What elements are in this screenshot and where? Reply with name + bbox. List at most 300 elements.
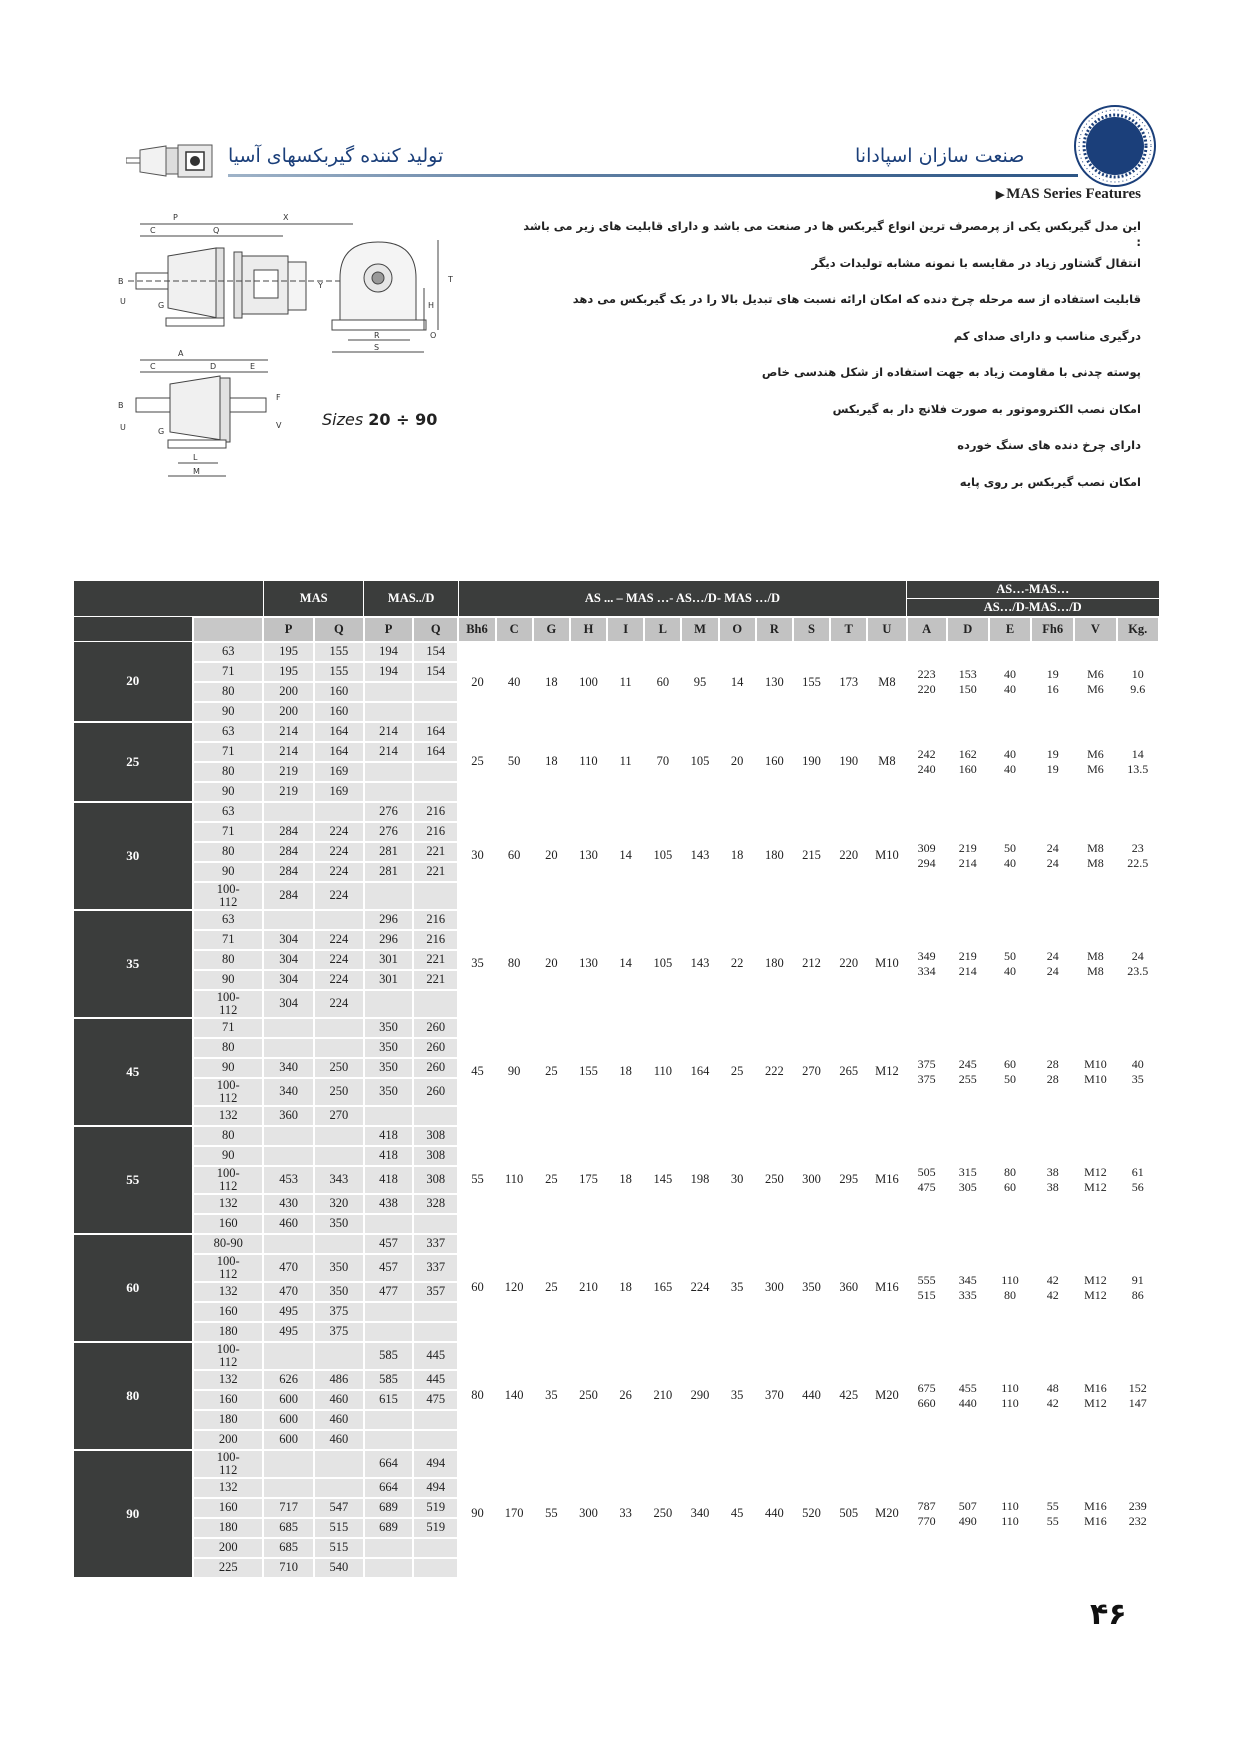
as-u: M16 [867, 1234, 906, 1342]
cell-masd-p [364, 1302, 413, 1322]
value-as-d-mas-d: 13.5 [1127, 761, 1149, 776]
dim-d [947, 1126, 989, 1234]
col-header-g: G [533, 617, 570, 642]
cell-masd-p: 585 [364, 1370, 413, 1390]
motor-frame: 63 [193, 802, 263, 822]
as-g: 55 [533, 1450, 570, 1578]
cell-mas-q: 224 [314, 970, 364, 990]
value-as-d-mas-d: M8 [1087, 855, 1104, 870]
value-as-mas: 42 [1046, 1272, 1059, 1287]
cell-masd-q: 260 [413, 1058, 458, 1078]
value-as-mas: M8 [1087, 840, 1104, 855]
value-as-d-mas-d: M6 [1087, 761, 1104, 776]
value-as-mas: 245 [958, 1056, 977, 1071]
cell-mas-q [314, 1018, 364, 1038]
cell-masd-p: 350 [364, 1038, 413, 1058]
motor-frame: 80 [193, 682, 263, 702]
value-as-d-mas-d: 475 [917, 1179, 936, 1194]
cell-mas-q: 224 [314, 950, 364, 970]
as-m: 340 [681, 1450, 718, 1578]
cell-masd-p [364, 782, 413, 802]
as-t: 265 [830, 1018, 867, 1126]
cell-mas-q: 164 [314, 722, 364, 742]
cell-masd-p: 301 [364, 950, 413, 970]
as-g: 18 [533, 722, 570, 802]
value-as-mas: 153 [958, 667, 977, 681]
dim-fh6 [1031, 1234, 1074, 1342]
dim-a [907, 802, 947, 910]
as-i: 18 [607, 1126, 644, 1234]
as-l: 165 [644, 1234, 681, 1342]
dim-d [947, 1450, 989, 1578]
col-header-s: S [793, 617, 830, 642]
value-as-mas: 91 [1131, 1272, 1144, 1287]
size-value: 25 [74, 722, 194, 802]
value-as-mas: 60 [1003, 1056, 1016, 1071]
as-r: 370 [756, 1342, 793, 1450]
motor-frame: 200 [193, 1538, 263, 1558]
feature-item: پوسته چدنی با مقاومت زیاد به جهت استفاده از شکل هندسی خاص [761, 365, 1141, 379]
dim-v [1074, 1126, 1116, 1234]
svg-text:A: A [178, 349, 184, 358]
col-header-m: M [681, 617, 718, 642]
feature-item: درگیری مناسب و دارای صدای کم [953, 328, 1141, 343]
col-header-q: Q [314, 617, 364, 642]
as-m: 290 [681, 1342, 718, 1450]
cell-masd-p: 276 [364, 802, 413, 822]
col-header-a: A [907, 617, 947, 642]
motor-frame: 80 [193, 950, 263, 970]
as-l: 210 [644, 1342, 681, 1450]
cell-mas-p: 284 [263, 842, 313, 862]
cell-mas-q: 350 [314, 1282, 364, 1302]
cell-mas-p: 304 [263, 930, 313, 950]
as-l: 110 [644, 1018, 681, 1126]
value-as-d-mas-d: M16 [1084, 1513, 1107, 1528]
cell-mas-q [314, 1146, 364, 1166]
cell-mas-p: 219 [263, 762, 313, 782]
cell-mas-q [314, 910, 364, 930]
cell-masd-q: 308 [413, 1146, 458, 1166]
as-r: 180 [756, 910, 793, 1018]
cell-mas-q: 350 [314, 1254, 364, 1282]
value-as-mas: 50 [1003, 948, 1016, 963]
motor-frame: 90 [193, 970, 263, 990]
dim-fh6 [1031, 802, 1074, 910]
value-as-mas: M12 [1084, 1164, 1107, 1179]
value-as-d-mas-d: 40 [1003, 963, 1016, 978]
table-row [74, 642, 1160, 662]
cell-mas-q: 343 [314, 1166, 364, 1194]
cell-mas-p: 430 [263, 1194, 313, 1214]
as-u: M8 [867, 642, 906, 722]
cell-mas-q: 160 [314, 702, 364, 722]
as-i: 33 [607, 1450, 644, 1578]
cell-masd-p [364, 702, 413, 722]
dim-kg [1117, 642, 1160, 722]
value-as-d-mas-d: 335 [958, 1287, 977, 1302]
as-r: 160 [756, 722, 793, 802]
cell-masd-q: 216 [413, 910, 458, 930]
dim-a [907, 642, 947, 722]
dim-e [989, 802, 1031, 910]
value-as-d-mas-d: 220 [917, 682, 936, 696]
cell-mas-p: 304 [263, 950, 313, 970]
value-as-d-mas-d: 50 [1003, 1071, 1016, 1086]
as-c: 90 [496, 1018, 533, 1126]
motor-frame: 90 [193, 862, 263, 882]
cell-masd-q: 337 [413, 1234, 458, 1254]
as-bh6: 55 [458, 1126, 495, 1234]
cell-mas-q: 350 [314, 1214, 364, 1234]
cell-masd-p: 477 [364, 1282, 413, 1302]
value-as-mas: 24 [1046, 948, 1059, 963]
value-as-d-mas-d: 160 [958, 761, 977, 776]
value-as-d-mas-d: 240 [917, 761, 936, 776]
cell-mas-p: 284 [263, 822, 313, 842]
dim-a [907, 1450, 947, 1578]
value-as-mas: M12 [1084, 1272, 1107, 1287]
motor-frame: 71 [193, 742, 263, 762]
value-as-mas: 19 [1046, 667, 1059, 681]
as-o: 35 [719, 1342, 756, 1450]
as-c: 110 [496, 1126, 533, 1234]
as-i: 14 [607, 910, 644, 1018]
as-o: 35 [719, 1234, 756, 1342]
as-c: 40 [496, 642, 533, 722]
value-as-mas: 40 [1003, 746, 1016, 761]
svg-text:V: V [276, 421, 282, 430]
value-as-mas: 152 [1128, 1380, 1147, 1395]
dim-fh6 [1031, 722, 1074, 802]
dim-e [989, 722, 1031, 802]
table-row [74, 802, 1160, 822]
cell-mas-p: 200 [263, 702, 313, 722]
cell-masd-q [413, 762, 458, 782]
motor-frame: 132 [193, 1370, 263, 1390]
col-header-p: P [263, 617, 313, 642]
as-l: 105 [644, 802, 681, 910]
cell-mas-q: 540 [314, 1558, 364, 1578]
motor-frame: 160 [193, 1214, 263, 1234]
value-as-mas: 239 [1128, 1498, 1147, 1513]
motor-frame: 80 [193, 842, 263, 862]
value-as-mas: 40 [1003, 667, 1016, 681]
cell-masd-q [413, 1214, 458, 1234]
cell-mas-p: 495 [263, 1302, 313, 1322]
feature-item: امکان نصب الکتروموتور به صورت فلانچ دار به گیربکس [832, 401, 1141, 416]
value-as-d-mas-d: 40 [1003, 761, 1016, 776]
value-as-d-mas-d: 334 [917, 963, 936, 978]
cell-mas-q: 270 [314, 1106, 364, 1126]
cell-mas-p: 495 [263, 1322, 313, 1342]
as-i: 26 [607, 1342, 644, 1450]
dim-kg [1117, 1342, 1160, 1450]
value-as-d-mas-d: 232 [1128, 1513, 1147, 1528]
motor-frame: 132 [193, 1106, 263, 1126]
motor-frame: 160 [193, 1302, 263, 1322]
dim-v [1074, 802, 1116, 910]
as-o: 22 [719, 910, 756, 1018]
value-as-d-mas-d: 110 [1001, 1513, 1019, 1528]
as-s: 520 [793, 1450, 830, 1578]
motor-frame: 100- 112 [193, 1254, 263, 1282]
cell-masd-p: 689 [364, 1518, 413, 1538]
cell-mas-q: 224 [314, 822, 364, 842]
col-header-p: P [364, 617, 413, 642]
dim-v [1074, 642, 1116, 722]
value-as-mas: 10 [1131, 667, 1144, 681]
value-as-d-mas-d: 294 [917, 855, 936, 870]
motor-frame: 71 [193, 1018, 263, 1038]
cell-mas-q: 547 [314, 1498, 364, 1518]
cell-mas-p [263, 1450, 313, 1478]
as-h: 110 [570, 722, 607, 802]
cell-masd-p: 585 [364, 1342, 413, 1370]
sizes-range: 20 ÷ 90 [368, 410, 438, 429]
cell-mas-p [263, 1146, 313, 1166]
value-as-d-mas-d: 19 [1046, 761, 1059, 776]
as-h: 250 [570, 1342, 607, 1450]
cell-masd-p: 664 [364, 1450, 413, 1478]
cell-mas-p: 214 [263, 742, 313, 762]
value-as-d-mas-d: 110 [1001, 1395, 1019, 1410]
value-as-d-mas-d: 147 [1128, 1395, 1147, 1410]
value-as-mas: 38 [1046, 1164, 1059, 1179]
col-header-e: E [989, 617, 1031, 642]
sizes-text: Sizes [322, 410, 364, 429]
cell-mas-p: 685 [263, 1538, 313, 1558]
cell-mas-p: 284 [263, 882, 313, 910]
as-t: 425 [830, 1342, 867, 1450]
cell-masd-q: 154 [413, 662, 458, 682]
cell-mas-p: 200 [263, 682, 313, 702]
cell-mas-p: 453 [263, 1166, 313, 1194]
cell-mas-p [263, 1038, 313, 1058]
value-as-d-mas-d: 24 [1046, 963, 1059, 978]
sizes-label [322, 410, 437, 429]
size-value: 35 [74, 910, 194, 1018]
cell-masd-q: 357 [413, 1282, 458, 1302]
svg-text:P: P [173, 213, 178, 222]
value-as-mas: 23 [1131, 840, 1144, 855]
dim-d [947, 722, 989, 802]
dim-e [989, 1234, 1031, 1342]
cell-mas-q [314, 1234, 364, 1254]
value-as-d-mas-d: 490 [958, 1513, 977, 1528]
motor-frame: 160 [193, 1390, 263, 1410]
svg-text:C: C [150, 362, 156, 371]
dim-a [907, 910, 947, 1018]
cell-mas-p: 214 [263, 722, 313, 742]
cell-masd-q: 494 [413, 1478, 458, 1498]
as-bh6: 45 [458, 1018, 495, 1126]
value-as-d-mas-d: 770 [917, 1513, 936, 1528]
as-s: 190 [793, 722, 830, 802]
value-as-mas: 309 [917, 840, 936, 855]
cell-masd-q [413, 1430, 458, 1450]
cell-masd-p: 350 [364, 1078, 413, 1106]
cell-mas-p: 470 [263, 1254, 313, 1282]
cell-masd-p [364, 882, 413, 910]
svg-text:H: H [428, 301, 435, 310]
as-bh6: 35 [458, 910, 495, 1018]
value-as-mas: 507 [958, 1498, 977, 1513]
svg-text:S: S [374, 343, 380, 352]
cell-masd-q: 328 [413, 1194, 458, 1214]
cell-mas-p: 284 [263, 862, 313, 882]
motor-frame: 100- 112 [193, 1342, 263, 1370]
motor-frame: 63 [193, 642, 263, 662]
svg-text:C: C [150, 226, 156, 235]
dim-fh6 [1031, 1018, 1074, 1126]
dim-v [1074, 1342, 1116, 1450]
motor-frame: 180 [193, 1518, 263, 1538]
dim-e [989, 1126, 1031, 1234]
as-m: 143 [681, 910, 718, 1018]
header-as-common: AS ... – MAS …- AS…/D- MAS …/D [458, 581, 906, 617]
dim-e [989, 1342, 1031, 1450]
value-as-d-mas-d: 38 [1046, 1179, 1059, 1194]
motor-frame: 132 [193, 1478, 263, 1498]
cell-mas-q: 155 [314, 642, 364, 662]
dim-v [1074, 722, 1116, 802]
cell-mas-q: 460 [314, 1430, 364, 1450]
cell-mas-q: 169 [314, 782, 364, 802]
dim-kg [1117, 910, 1160, 1018]
as-c: 120 [496, 1234, 533, 1342]
dim-e [989, 642, 1031, 722]
cell-mas-q: 155 [314, 662, 364, 682]
as-bh6: 80 [458, 1342, 495, 1450]
cell-mas-q: 250 [314, 1078, 364, 1106]
value-as-mas: 110 [1001, 1498, 1019, 1513]
cell-masd-q [413, 882, 458, 910]
motor-frame: 71 [193, 822, 263, 842]
motor-frame: 100- 112 [193, 1166, 263, 1194]
as-g: 35 [533, 1342, 570, 1450]
cell-masd-p [364, 1558, 413, 1578]
motor-frame: 80-90 [193, 1234, 263, 1254]
dim-kg [1117, 1450, 1160, 1578]
dim-kg [1117, 802, 1160, 910]
as-o: 18 [719, 802, 756, 910]
table-row [74, 1018, 1160, 1038]
value-as-mas: 61 [1131, 1164, 1144, 1179]
cell-masd-q: 445 [413, 1370, 458, 1390]
cell-masd-q: 260 [413, 1078, 458, 1106]
dim-v [1074, 1018, 1116, 1126]
cell-mas-q: 224 [314, 862, 364, 882]
cell-masd-q: 519 [413, 1518, 458, 1538]
svg-text:X: X [283, 213, 289, 222]
cell-mas-q: 515 [314, 1538, 364, 1558]
size-value: 80 [74, 1342, 194, 1450]
as-r: 222 [756, 1018, 793, 1126]
table-row [74, 910, 1160, 930]
value-as-d-mas-d: M12 [1084, 1179, 1107, 1194]
cell-mas-q [314, 1450, 364, 1478]
value-as-d-mas-d: 40 [1003, 855, 1016, 870]
as-o: 14 [719, 642, 756, 722]
table-row [74, 1450, 1160, 1478]
as-g: 25 [533, 1126, 570, 1234]
as-s: 215 [793, 802, 830, 910]
table-row [74, 1234, 1160, 1254]
as-c: 50 [496, 722, 533, 802]
motor-frame: 100- 112 [193, 882, 263, 910]
cell-mas-p [263, 1478, 313, 1498]
dim-kg [1117, 1234, 1160, 1342]
dim-a [907, 1342, 947, 1450]
as-m: 164 [681, 1018, 718, 1126]
motor-frame: 132 [193, 1282, 263, 1302]
cell-masd-p: 438 [364, 1194, 413, 1214]
feature-item: قابلیت استفاده از سه مرحله چرخ دنده که امکان ارائه نسبت های تبدیل بالا را در یک گیربکس می دهد [572, 292, 1141, 306]
dim-fh6 [1031, 1126, 1074, 1234]
as-m: 95 [681, 642, 718, 722]
as-i: 11 [607, 642, 644, 722]
as-t: 220 [830, 802, 867, 910]
as-s: 212 [793, 910, 830, 1018]
cell-mas-p: 360 [263, 1106, 313, 1126]
cell-mas-p: 600 [263, 1410, 313, 1430]
cell-mas-p: 600 [263, 1430, 313, 1450]
svg-text:U: U [120, 297, 126, 306]
cell-masd-q [413, 1302, 458, 1322]
as-g: 20 [533, 802, 570, 910]
col-header-i: I [607, 617, 644, 642]
value-as-d-mas-d: 660 [917, 1395, 936, 1410]
feature-item: امکان نصب گیربکس بر روی پایه [959, 474, 1141, 489]
cell-mas-p: 340 [263, 1058, 313, 1078]
motor-frame: 90 [193, 782, 263, 802]
value-as-mas: 242 [917, 746, 936, 761]
dim-d [947, 642, 989, 722]
col-header-t: T [830, 617, 867, 642]
value-as-mas: 375 [917, 1056, 936, 1071]
value-as-mas: 28 [1046, 1056, 1059, 1071]
svg-text:O: O [430, 331, 437, 340]
dim-d [947, 802, 989, 910]
cell-masd-p: 418 [364, 1166, 413, 1194]
col-header-v: V [1074, 617, 1116, 642]
value-as-d-mas-d: 255 [958, 1071, 977, 1086]
value-as-mas: M16 [1084, 1380, 1107, 1395]
motor-frame: 225 [193, 1558, 263, 1578]
cell-masd-p: 281 [364, 862, 413, 882]
as-u: M20 [867, 1342, 906, 1450]
feature-item: دارای چرخ دنده های سنگ خورده [957, 438, 1141, 452]
as-h: 130 [570, 802, 607, 910]
value-as-d-mas-d: M12 [1084, 1287, 1107, 1302]
cell-mas-q [314, 1342, 364, 1370]
corner-header [74, 581, 264, 617]
as-u: M16 [867, 1126, 906, 1234]
col-header-q: Q [413, 617, 458, 642]
cell-masd-p: 418 [364, 1126, 413, 1146]
as-t: 505 [830, 1450, 867, 1578]
value-as-d-mas-d: 56 [1131, 1179, 1144, 1194]
cell-mas-p: 460 [263, 1214, 313, 1234]
as-t: 190 [830, 722, 867, 802]
motor-frame: 71 [193, 662, 263, 682]
cell-mas-p: 626 [263, 1370, 313, 1390]
motor-frame: 90 [193, 1146, 263, 1166]
cell-masd-q [413, 1538, 458, 1558]
value-as-d-mas-d: 24 [1046, 855, 1059, 870]
value-as-d-mas-d: 42 [1046, 1287, 1059, 1302]
